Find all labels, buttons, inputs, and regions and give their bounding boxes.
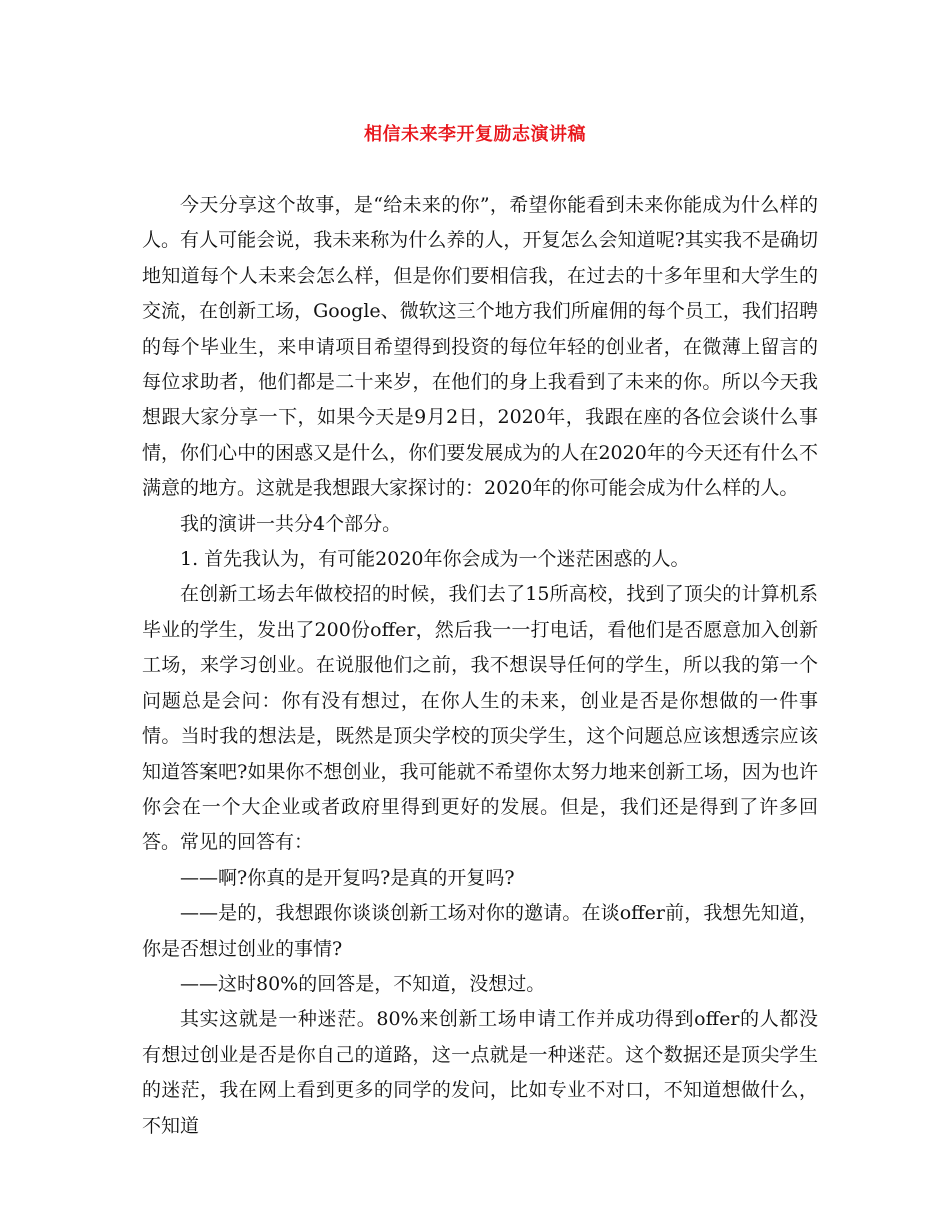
- paragraph-confusion: 其实这就是一种迷茫。80%来创新工场申请工作并成功得到offer的人都没有想过创业是否是你自己的道路，这一点就是一种迷茫。这个数据还是顶尖学生的迷茫，我在网上看到更多的同学的发问，比如专业不对口，不知道想做什么，不知道: [142, 1008, 818, 1137]
- dialogue-line-3: ——这时80%的回答是，不知道，没想过。: [180, 972, 546, 995]
- dialogue-line-2: ——是的，我想跟你谈谈创新工场对你的邀请。在谈offer前，我想先知道，你是否想过创业的事情?: [142, 902, 818, 960]
- dialogue-line-1: ——啊?你真的是开复吗?是真的开复吗?: [180, 866, 515, 889]
- paragraph-campus-recruiting: 在创新工场去年做校招的时候，我们去了15所高校，找到了顶尖的计算机系毕业的学生，发出了200份offer，然后我一一打电话，看他们是否愿意加入创新工场，来学习创业。在说服他们之前，我不想误导任何的学生，所以我的第一个问题总是会问：你有没有想过，在你人生的未来，创业是否是你想做的一件事情。当时我的想法是，既然是顶尖学校的顶尖学生，这个问题总应该想透宗应该知道答案吧?如果你不想创业，我可能就不希望你太努力地来创新工场，因为也许你会在一个大企业或者政府里得到更好的发展。但是，我们还是得到了许多回答。常见的回答有：: [142, 583, 818, 854]
- paragraph-outline: 我的演讲一共分4个部分。: [180, 512, 402, 535]
- paragraph-section-1-heading: 1. 首先我认为，有可能2020年你会成为一个迷茫困惑的人。: [180, 548, 690, 571]
- document-title: 相信未来李开复励志演讲稿: [364, 124, 586, 145]
- paragraph-intro: 今天分享这个故事，是“给未来的你”，希望你能看到未来你能成为什么样的人。有人可能会说，我未来称为什么养的人，开复怎么会知道呢?其实我不是确切地知道每个人未来会怎么样，但是你们要相信我，在过去的十多年里和大学生的交流，在创新工场，Google、微软这三个地方我们所雇佣的每个员工，我们招聘的每个毕业生，来申请项目希望得到投资的每位年轻的创业者，在微薄上留言的每位求助者，他们都是二十来岁，在他们的身上我看到了未来的你。所以今天我想跟大家分享一下，如果今天是9月2日，2020年，我跟在座的各位会谈什么事情，你们心中的困惑又是什么，你们要发展成为的人在2020年的今天还有什么不满意的地方。这就是我想跟大家探讨的：2020年的你可能会成为什么样的人。: [142, 194, 818, 500]
- document-body: [142, 188, 818, 1144]
